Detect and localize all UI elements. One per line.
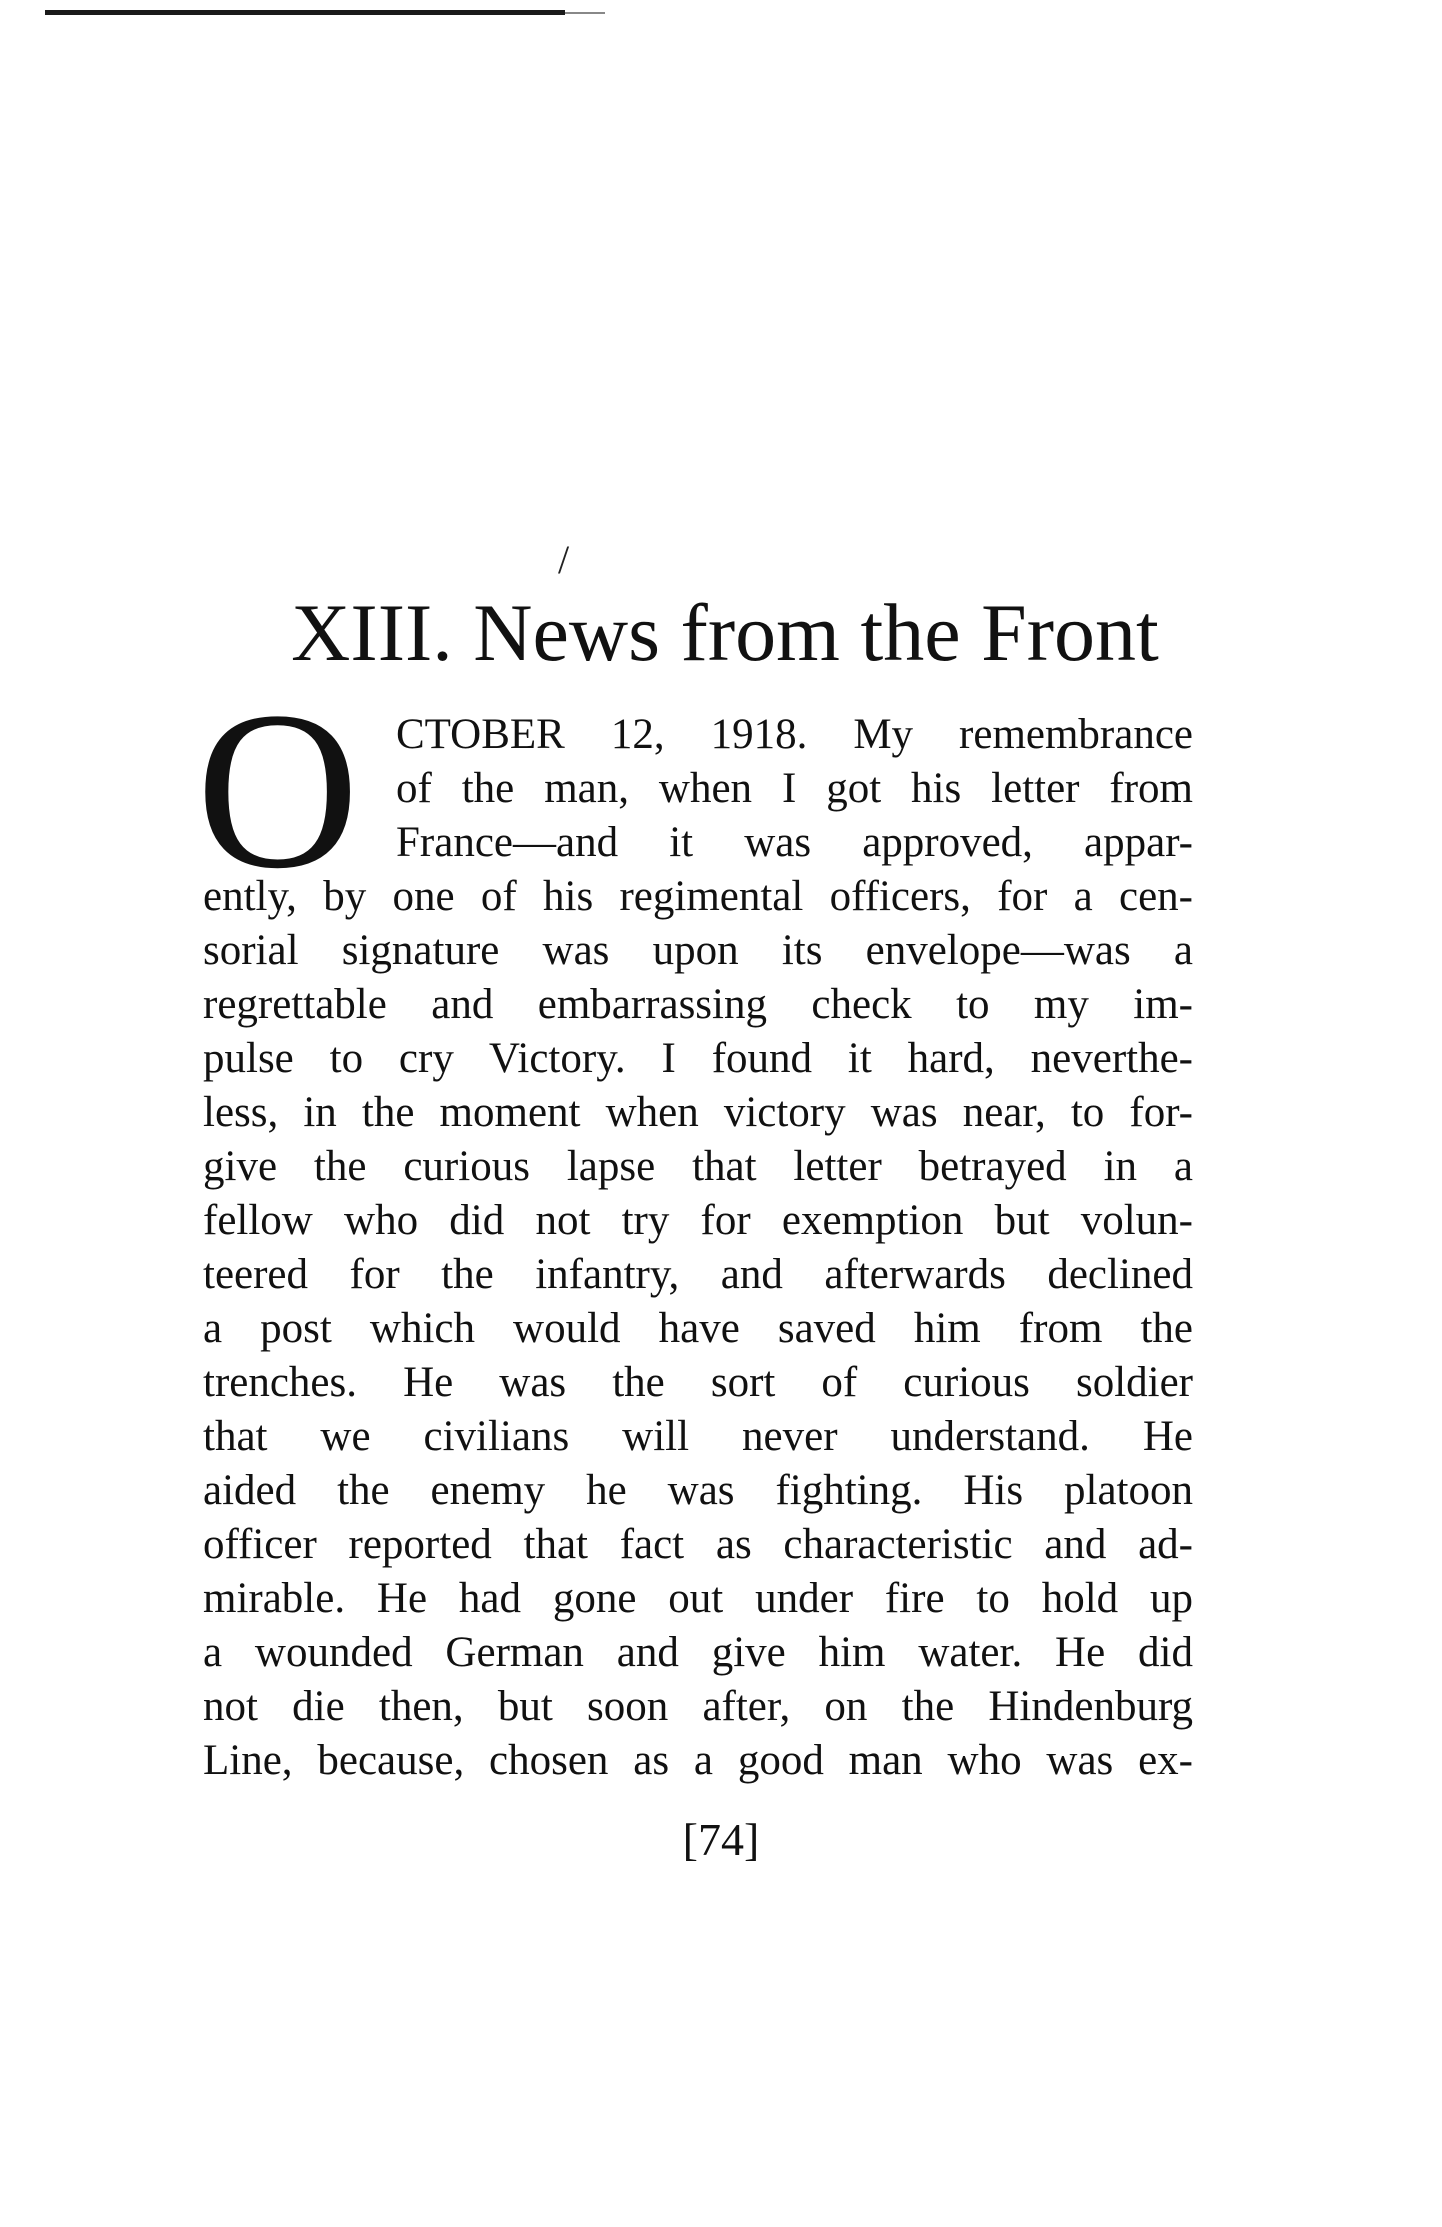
- text-line: that we civilians will never understand. He: [203, 1413, 1193, 1460]
- text-line: sorial signature was upon its envelope—was a: [203, 927, 1193, 974]
- body-text: [203, 708, 1193, 1788]
- text-line: give the curious lapse that letter betrayed in a: [203, 1143, 1193, 1190]
- chapter-title: XIII. News from the Front: [291, 587, 1159, 678]
- top-rule: [45, 10, 565, 15]
- text-line: France—and it was approved, appar-: [396, 819, 1193, 866]
- drop-cap: O: [196, 665, 360, 915]
- text-line: not die then, but soon after, on the Hindenburg: [203, 1683, 1193, 1730]
- text-line: Line, because, chosen as a good man who was ex-: [203, 1737, 1193, 1784]
- text-line: pulse to cry Victory. I found it hard, neverthe-: [203, 1035, 1193, 1082]
- text-line: ently, by one of his regimental officers, for a cen-: [203, 873, 1193, 920]
- text-line: a wounded German and give him water. He did: [203, 1629, 1193, 1676]
- text-line: trenches. He was the sort of curious soldier: [203, 1359, 1193, 1406]
- top-rule-fade: [565, 12, 605, 14]
- text-line: fellow who did not try for exemption but volun-: [203, 1197, 1193, 1244]
- text-line: of the man, when I got his letter from: [396, 765, 1193, 812]
- text-line: teered for the infantry, and afterwards declined: [203, 1251, 1193, 1298]
- text-line: a post which would have saved him from the: [203, 1305, 1193, 1352]
- text-line: officer reported that fact as characteristic and ad-: [203, 1521, 1193, 1568]
- text-line: regrettable and embarrassing check to my im-: [203, 981, 1193, 1028]
- text-line: less, in the moment when victory was near, to for-: [203, 1089, 1193, 1136]
- text-line: CTOBER 12, 1918. My remembrance: [396, 711, 1193, 758]
- text-line: aided the enemy he was fighting. His platoon: [203, 1467, 1193, 1514]
- page-number: [74]: [682, 1814, 760, 1865]
- stray-mark: /: [558, 537, 570, 582]
- text-line: mirable. He had gone out under fire to hold up: [203, 1575, 1193, 1622]
